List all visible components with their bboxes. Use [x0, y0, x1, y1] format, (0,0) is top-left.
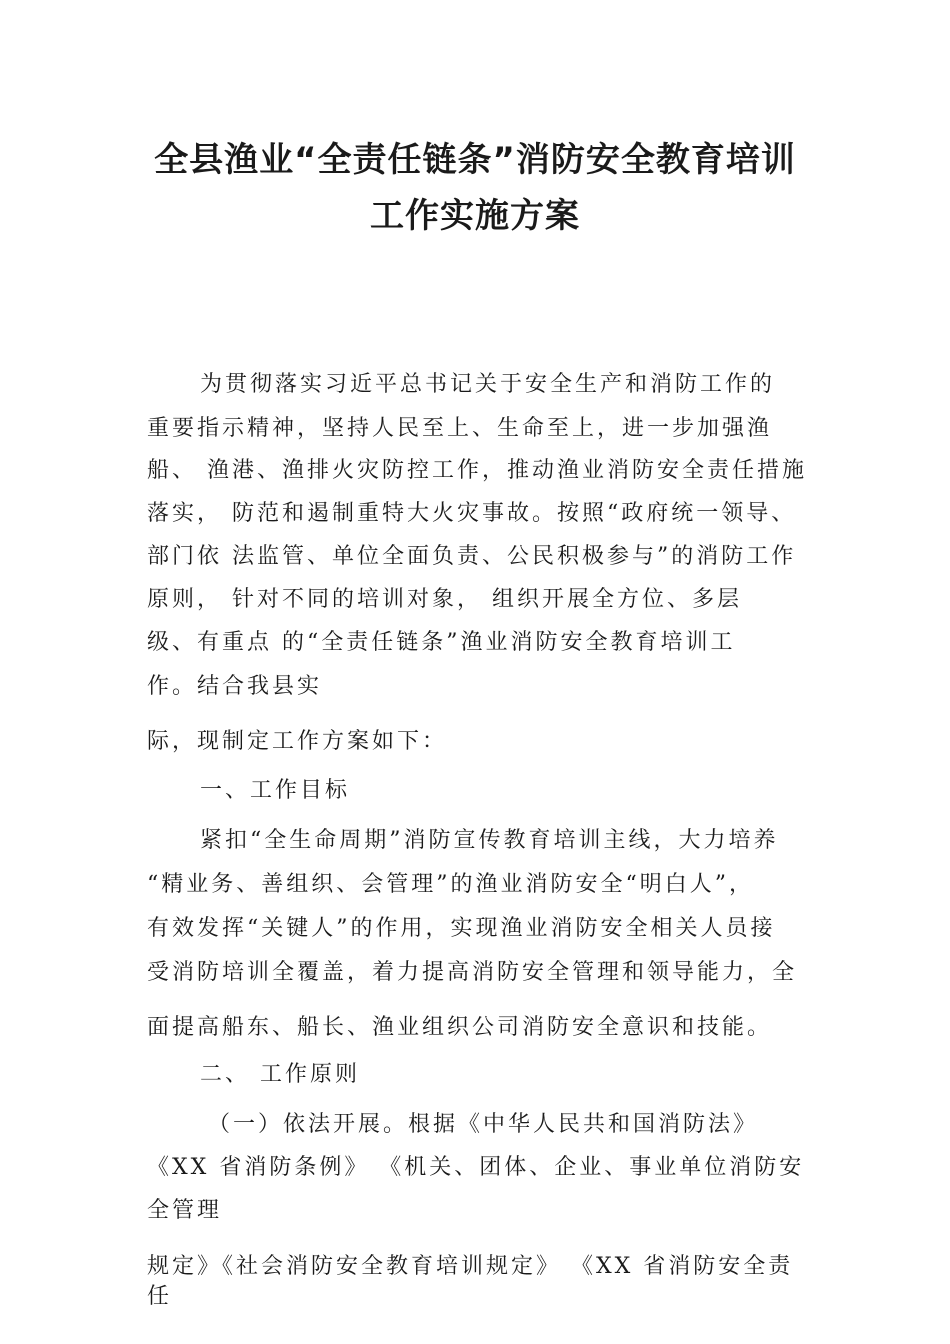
paragraph-line: 级、有重点 的“全责任链条”渔业消防安全教育培训工 — [147, 630, 736, 655]
paragraph-line: 际，现制定工作方案如下： — [147, 729, 448, 754]
paragraph-line: 面提高船东、船长、渔业组织公司消防安全意识和技能。 — [147, 1015, 773, 1040]
paragraph-line: 落实， 防范和遏制重特大火灾事故。按照“政府统一领导、 — [147, 501, 797, 526]
paragraph-line: 任 — [147, 1284, 173, 1309]
paragraph-line: 船、 渔港、渔排火灾防控工作，推动渔业消防安全责任措施 — [147, 458, 807, 483]
paragraph-line: 为贯彻落实习近平总书记关于安全生产和消防工作的 — [200, 372, 776, 397]
document-title-line-1: 全县渔业“全责任链条”消防安全教育培训 — [154, 140, 796, 180]
paragraph-line: 有效发挥“关键人”的作用，实现渔业消防安全相关人员接 — [147, 916, 776, 941]
paragraph-line: 全管理 — [147, 1198, 223, 1223]
paragraph-line: “精业务、善组织、会管理”的渔业消防安全“明白人”， — [147, 872, 754, 897]
paragraph-line: 受消防培训全覆盖，着力提高消防安全管理和领导能力，全 — [147, 960, 798, 985]
paragraph-line: 《XX 省消防条例》 《机关、团体、企业、事业单位消防安 — [147, 1155, 805, 1180]
paragraph-line: （一）依法开展。根据《中华人民共和国消防法》 — [208, 1112, 759, 1137]
paragraph-line: 原则， 针对不同的培训对象， 组织开展全方位、多层 — [147, 587, 742, 612]
paragraph-line: 规定》《社会消防安全教育培训规定》 《XX 省消防安全责 — [147, 1254, 794, 1279]
paragraph-line: 重要指示精神，坚持人民至上、生命至上，进一步加强渔 — [147, 416, 773, 441]
document-title-line-2: 工作实施方案 — [370, 196, 580, 236]
section-heading: 一、工作目标 — [200, 778, 351, 803]
section-heading: 二、 工作原则 — [200, 1062, 360, 1087]
paragraph-line: 作。结合我县实 — [147, 674, 323, 699]
paragraph-line: 部门依 法监管、单位全面负责、公民积极参与”的消防工作 — [147, 544, 797, 569]
paragraph-line: 紧扣“全生命周期”消防宣传教育培训主线，大力培养 — [200, 828, 779, 853]
